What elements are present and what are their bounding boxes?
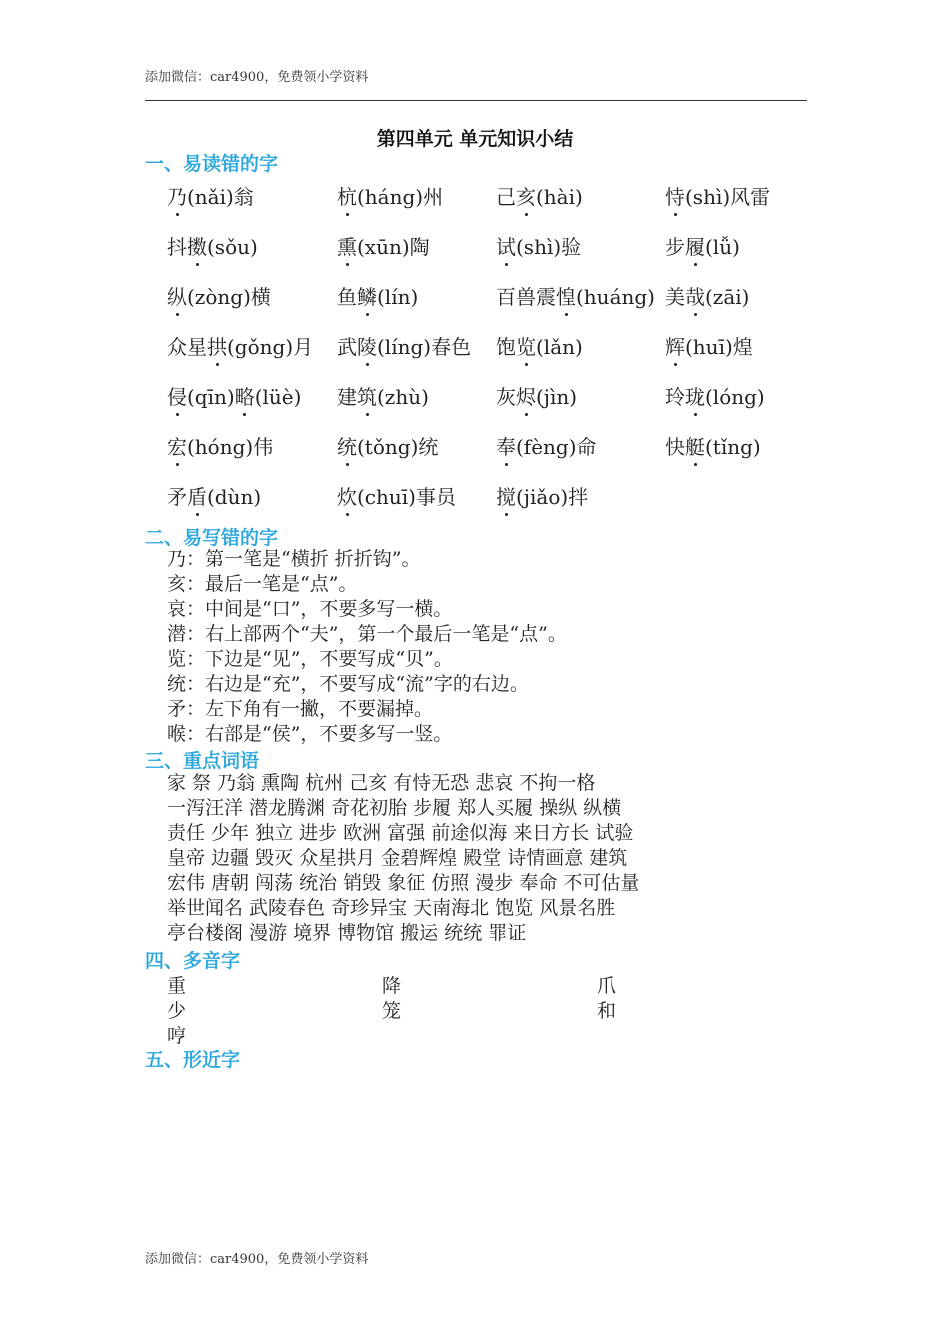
- polyphonic-grid: [167, 971, 807, 1046]
- polyphonic-char: 爪: [597, 975, 617, 997]
- item-text: 灰: [496, 385, 516, 409]
- miswrite-line: 亥：最后一笔是“点”。: [167, 573, 358, 595]
- keywords-line: 亭台楼阁 漫游 境界 博物馆 搬运 统统 罪证: [167, 922, 527, 944]
- item-text: 美: [665, 285, 685, 309]
- item-text: (líng)春色: [377, 335, 472, 359]
- item-text: (shì)验: [516, 235, 582, 259]
- misread-item: [337, 331, 496, 381]
- miswrite-line: 览：下边是“见”，不要写成“贝”。: [167, 648, 453, 670]
- item-text: 玲: [665, 385, 685, 409]
- item-text: (tǒng)统: [357, 435, 439, 459]
- item-text: (nǎi)翁: [187, 185, 254, 209]
- keywords-list: [167, 771, 807, 946]
- misread-item: [337, 281, 496, 331]
- misread-item: [167, 331, 337, 381]
- item-text: (sǒu): [207, 235, 258, 259]
- polyphonic-char: 重: [167, 975, 187, 997]
- misread-item: [496, 381, 665, 431]
- footer-note: 添加微信：car4900，免费领小学资料: [145, 1252, 369, 1267]
- polyphonic-char: 笼: [382, 1000, 402, 1022]
- miswrite-line: 喉：右部是“侯”，不要多写一竖。: [167, 723, 453, 745]
- item-text: 己: [496, 185, 516, 209]
- miswrite-line: 潜：右上部两个“夫”，第一个最后一笔是“点”。: [167, 623, 567, 645]
- polyphonic-char: 少: [167, 1000, 187, 1022]
- keywords-line: 一泻汪洋 潜龙腾渊 奇花初胎 步履 郑人买履 操纵 纵横: [167, 797, 622, 819]
- item-text: 建: [337, 385, 357, 409]
- polyphonic-char: 和: [597, 1000, 617, 1022]
- emphasized-char: 珑: [685, 381, 705, 410]
- miswrite-list: [167, 547, 807, 747]
- item-text: (dùn): [207, 485, 262, 509]
- misread-item: [665, 381, 805, 431]
- emphasized-char: 履: [685, 231, 705, 260]
- misread-item: [665, 431, 805, 481]
- emphasized-char: 纵: [167, 281, 187, 310]
- keywords-line: 宏伟 唐朝 闯荡 统治 销毁 象征 仿照 漫步 奉命 不可估量: [167, 872, 640, 894]
- misread-item: [496, 281, 665, 331]
- misread-item: [665, 331, 805, 381]
- section-heading-keywords: 三、重点词语: [145, 750, 260, 772]
- item-text: (lüè): [254, 385, 302, 409]
- item-text: (huī)煌: [685, 335, 753, 359]
- emphasized-char: 哉: [685, 281, 705, 310]
- misread-item: [496, 331, 665, 381]
- emphasized-char: 炊: [337, 481, 357, 510]
- misread-item: [167, 281, 337, 331]
- miswrite-line: 哀：中间是“口”，不要多写一横。: [167, 598, 453, 620]
- emphasized-char: 盾: [187, 481, 207, 510]
- item-text: 饱: [496, 335, 516, 359]
- keywords-line: 责任 少年 独立 进步 欧洲 富强 前途似海 来日方长 试验: [167, 822, 634, 844]
- emphasized-char: 拱: [207, 331, 227, 360]
- misread-item: [337, 431, 496, 481]
- misread-item: [496, 231, 665, 281]
- item-text: (qīn): [187, 385, 235, 409]
- item-text: (háng)州: [357, 185, 444, 209]
- emphasized-char: 搅: [496, 481, 516, 510]
- keywords-line: 举世闻名 武陵春色 奇珍异宝 天南海北 饱览 风景名胜: [167, 897, 616, 919]
- item-text: (huáng): [576, 285, 655, 309]
- emphasized-char: 陵: [357, 331, 377, 360]
- item-text: (hài): [536, 185, 583, 209]
- emphasized-char: 擞: [187, 231, 207, 260]
- item-text: (zāi): [705, 285, 750, 309]
- emphasized-char: 奉: [496, 431, 516, 460]
- misread-item: [167, 181, 337, 231]
- item-text: (lǚ): [705, 235, 740, 259]
- section-heading-miswrite: 二、易写错的字: [145, 527, 279, 549]
- misread-item: [496, 481, 665, 531]
- emphasized-char: 筑: [357, 381, 377, 410]
- item-text: (lín): [377, 285, 419, 309]
- emphasized-char: 宏: [167, 431, 187, 460]
- misread-item: [496, 181, 665, 231]
- emphasized-char: 熏: [337, 231, 357, 260]
- misread-item: [337, 381, 496, 431]
- emphasized-char: 恃: [665, 181, 685, 210]
- item-text: 武: [337, 335, 357, 359]
- emphasized-char: 乃: [167, 181, 187, 210]
- polyphonic-char: 降: [382, 975, 402, 997]
- item-text: (xūn)陶: [357, 235, 430, 259]
- emphasized-char: 试: [496, 231, 516, 260]
- emphasized-char: 烬: [516, 381, 536, 410]
- document-title: 第四单元 单元知识小结: [376, 128, 574, 150]
- item-text: 鱼: [337, 285, 357, 309]
- item-text: (hóng)伟: [187, 435, 274, 459]
- misread-item: [337, 181, 496, 231]
- miswrite-line: 乃：第一笔是“横折 折折钩”。: [167, 548, 421, 570]
- emphasized-char: 鳞: [357, 281, 377, 310]
- section-heading-misread: 一、易读错的字: [145, 153, 279, 175]
- emphasized-char: 杭: [337, 181, 357, 210]
- item-text: 矛: [167, 485, 187, 509]
- item-text: (gǒng)月: [227, 335, 314, 359]
- misread-item: [665, 181, 805, 231]
- misread-item: [167, 431, 337, 481]
- item-text: 抖: [167, 235, 187, 259]
- miswrite-line: 统：右边是“充”，不要写成“流”字的右边。: [167, 673, 529, 695]
- section-heading-similar: 五、形近字: [145, 1049, 241, 1071]
- item-text: (tǐng): [705, 435, 761, 459]
- misread-item: [167, 231, 337, 281]
- item-text: (lóng): [705, 385, 765, 409]
- item-text: 百兽震: [496, 285, 556, 309]
- item-text: (chuī)事员: [357, 485, 456, 509]
- header-rule: [145, 100, 807, 101]
- item-text: (lǎn): [536, 335, 583, 359]
- item-text: (shì)风雷: [685, 185, 771, 209]
- item-text: (jìn): [536, 385, 578, 409]
- emphasized-char: 统: [337, 431, 357, 460]
- misread-item: [665, 231, 805, 281]
- item-text: 众星: [167, 335, 207, 359]
- emphasized-char: 侵: [167, 381, 187, 410]
- item-text: (jiǎo)拌: [516, 485, 589, 509]
- misread-item: [337, 481, 496, 531]
- item-text: (fèng)命: [516, 435, 597, 459]
- item-text: (zòng)横: [187, 285, 271, 309]
- keywords-line: 皇帝 边疆 毁灭 众星拱月 金碧辉煌 殿堂 诗情画意 建筑: [167, 847, 628, 869]
- miswrite-line: 矛：左下角有一撇，不要漏掉。: [167, 698, 434, 720]
- misread-chars-grid: [167, 181, 807, 531]
- misread-item: [337, 231, 496, 281]
- emphasized-char: 略: [235, 381, 255, 410]
- item-text: 快: [665, 435, 685, 459]
- item-text: 步: [665, 235, 685, 259]
- polyphonic-char: 哼: [167, 1025, 187, 1047]
- emphasized-char: 惶: [556, 281, 576, 310]
- item-text: (zhù): [377, 385, 429, 409]
- emphasized-char: 艇: [685, 431, 705, 460]
- emphasized-char: 辉: [665, 331, 685, 360]
- misread-item: [665, 281, 805, 331]
- misread-item: [496, 431, 665, 481]
- misread-item: [167, 381, 337, 431]
- emphasized-char: 览: [516, 331, 536, 360]
- keywords-line: 家 祭 乃翁 熏陶 杭州 己亥 有恃无恐 悲哀 不拘一格: [167, 772, 596, 794]
- section-heading-polyphonic: 四、多音字: [145, 950, 241, 972]
- emphasized-char: 亥: [516, 181, 536, 210]
- header-note: 添加微信：car4900，免费领小学资料: [145, 70, 369, 85]
